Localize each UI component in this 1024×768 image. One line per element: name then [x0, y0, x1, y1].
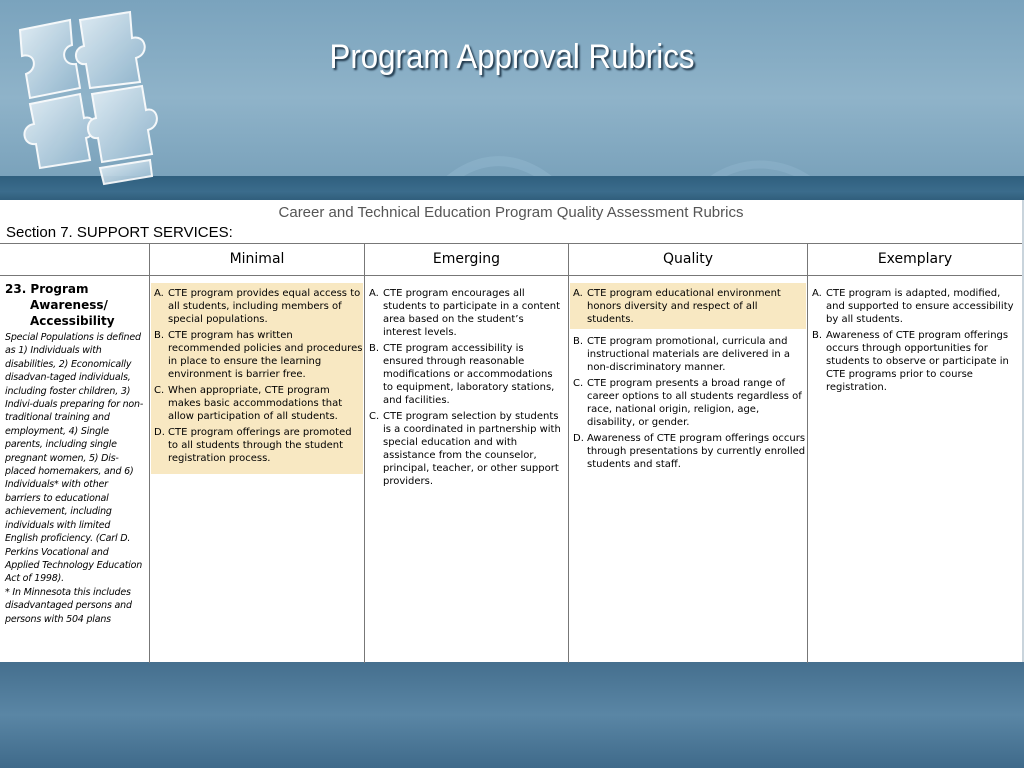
criterion-footnote: * In Minnesota this includes disadvantaged persons and persons with 504 plans [5, 586, 132, 625]
document-heading: Career and Technical Education Program Quality Assessment Rubrics [278, 204, 744, 221]
rubric-item: C. CTE program selection by students is a coordinated in partnership with special education and with assistance from the counselor, principal, teacher, or other support providers. [369, 411, 561, 487]
rubric-item: B. Awareness of CTE program offerings occurs through opportunities for students to observe or participate in CTE programs prior to course registration. [812, 330, 1009, 393]
rubric-item: D. CTE program offerings are promoted to all students through the student registration process. [154, 427, 352, 464]
section-label: Section 7. SUPPORT SERVICES: [6, 224, 233, 241]
column-header-emerging: Emerging [432, 251, 501, 267]
rubric-item: A. CTE program educational environment honors diversity and respect of all students. [570, 283, 806, 329]
rubric-item: B. CTE program has written recommended policies and procedures in place to ensure the learning environment is barrier free. [154, 330, 363, 380]
criterion-title-line: Accessibility [30, 314, 115, 328]
rubric-item: A. CTE program provides equal access to all students, including members of special populations. [154, 288, 361, 325]
column-divider [568, 244, 569, 663]
criterion-cell [5, 281, 145, 626]
rubric-item: B. CTE program accessibility is ensured through reasonable modifications or accommodations to equipment, laboratory stations, and facilities. [369, 343, 555, 406]
column-header-quality: Quality [662, 251, 714, 267]
footer-band [0, 662, 1024, 768]
minimal-cell [151, 283, 363, 474]
rubric-item: C. CTE program presents a broad range of career options to all students regardless of race, national origin, religion, age, disability, or gender. [573, 378, 802, 428]
column-divider [807, 244, 808, 663]
header-divider [0, 275, 1022, 276]
emerging-cell [366, 283, 566, 491]
slide-title: Program Approval Rubrics [329, 38, 695, 76]
criterion-title [5, 281, 145, 329]
exemplary-cell [809, 283, 1017, 397]
rubric-document [0, 200, 1024, 662]
criterion-note: Special Populations is defined as 1) Individuals with disabilities, 2) Economically disadvan-taged individuals, including foster children, 3) Indivi-duals preparing for non-traditional training and employment, 4) Single parents, including single pregnant women, 5) Dis-placed homemakers, and 6) Individuals* with other barriers to educational achievement, including individuals with limited English proficiency. (Carl D. Perkins Vocational and Applied Technology Education Act of 1998). [5, 332, 144, 585]
rubric-item: A. CTE program is adapted, modified, and supported to ensure accessibility by all students. [812, 288, 1014, 325]
rubric-item: B. CTE program promotional, curricula and instructional materials are delivered in a non-discriminatory manner. [573, 336, 791, 373]
criterion-title-line: 23. Program [5, 282, 89, 296]
rubric-item: D. Awareness of CTE program offerings occurs through presentations by currently enrolled students and staff. [573, 433, 806, 470]
criterion-title-line: Awareness/ [30, 298, 108, 312]
column-header-minimal: Minimal [229, 251, 285, 267]
rubric-item: C. When appropriate, CTE program makes basic accommodations that allow participation of all students. [154, 385, 343, 422]
rubric-item: A. CTE program encourages all students to participate in a content area based on the student’s interest levels. [369, 288, 561, 338]
quality-cell [570, 283, 806, 474]
column-divider [149, 244, 150, 663]
column-divider [364, 244, 365, 663]
column-header-exemplary: Exemplary [877, 251, 953, 267]
puzzle-pieces-icon [0, 0, 190, 190]
rubric-table [0, 243, 1022, 662]
